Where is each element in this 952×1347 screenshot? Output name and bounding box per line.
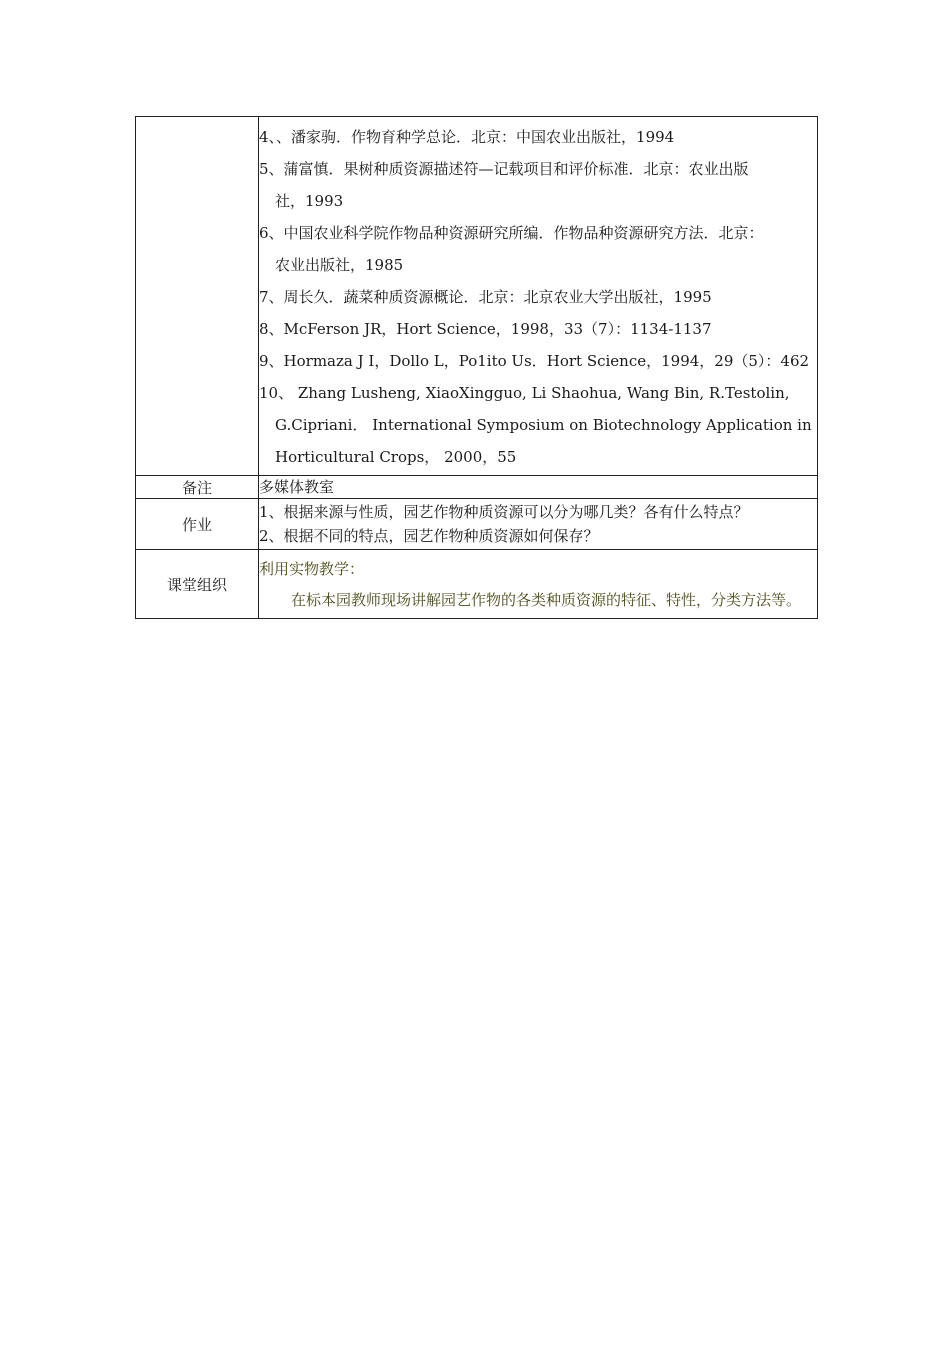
- reference-item-7: 7、周长久．蔬菜种质资源概论．北京：北京农业大学出版社，1995: [259, 288, 712, 306]
- references-label-cell: [136, 117, 259, 476]
- reference-item-4: 4、、潘家驹．作物育种学总论．北京：中国农业出版社，1994: [259, 128, 675, 146]
- lesson-plan-table: [135, 116, 818, 619]
- homework-row: [136, 499, 818, 550]
- homework-label: 作业: [136, 499, 259, 550]
- reference-item-6: 6、中国农业科学院作物品种资源研究所编．作物品种资源研究方法．北京： 农业出版社，1985: [259, 224, 764, 274]
- notes-label: 备注: [136, 476, 259, 499]
- homework-cell: [259, 499, 818, 550]
- homework-item-1: 1、根据来源与性质，园艺作物种质资源可以分为哪几类？各有什么特点？: [259, 503, 749, 521]
- class-organization-method: 利用实物教学：: [259, 560, 365, 578]
- homework-item-2: 2、根据不同的特点，园艺作物种质资源如何保存？: [259, 527, 599, 545]
- class-organization-label: 课堂组织: [136, 550, 259, 619]
- references-row: [136, 117, 818, 476]
- references-cell: [259, 117, 818, 476]
- notes-value: 多媒体教室: [259, 476, 818, 499]
- class-organization-cell: [259, 550, 818, 619]
- reference-item-9: 9、Hormaza J I，Dollo L，Po1ito Us．Hort Science，1994，29（5）：462: [259, 352, 810, 370]
- class-organization-row: [136, 550, 818, 619]
- reference-item-8: 8、McFerson JR，Hort Science，1998，33（7）：1134-1137: [259, 320, 712, 338]
- reference-item-10: 10、 Zhang Lusheng, XiaoXingguo, Li Shaohua, Wang Bin, R.Testolin, G.Cipriani． International Symposium on Biotechnology Application in Horticultural Crops， 2000，55: [259, 384, 812, 466]
- reference-list: [259, 117, 817, 475]
- notes-row: [136, 476, 818, 499]
- reference-item-5: 5、蒲富慎．果树种质资源描述符—记载项目和评价标准．北京：农业出版 社，1993: [259, 160, 749, 210]
- class-organization-description: 在标本园教师现场讲解园艺作物的各类种质资源的特征、特性，分类方法等。: [291, 591, 802, 609]
